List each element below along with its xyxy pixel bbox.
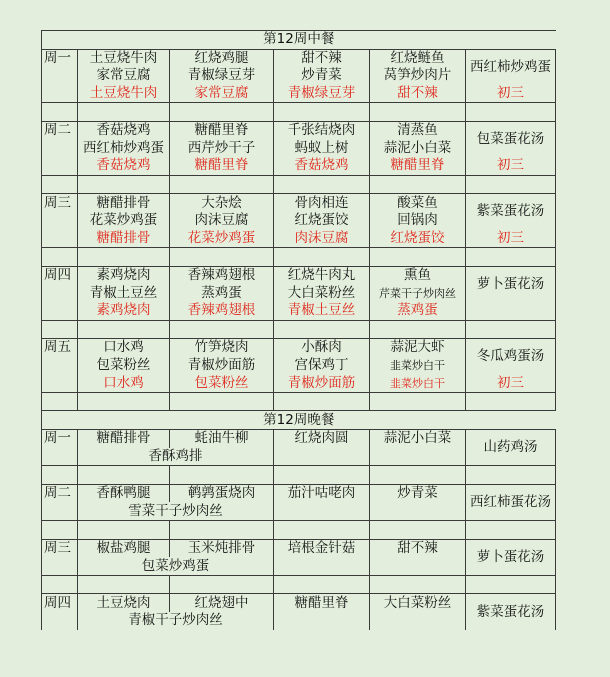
empty-cell xyxy=(170,466,274,485)
empty-cell xyxy=(370,392,466,411)
blank-row xyxy=(42,175,556,194)
empty-cell xyxy=(42,466,78,485)
dish-cell: 鹌鹑蛋烧肉 xyxy=(170,484,274,502)
dish-cell: 红烧鸡腿 xyxy=(170,49,274,67)
empty-cell xyxy=(370,557,466,575)
dish-cell: 青椒绿豆芽 xyxy=(170,67,274,85)
empty-cell xyxy=(274,557,370,575)
highlight-cell: 糖醋里脊 xyxy=(370,157,466,175)
day-row xyxy=(42,49,556,67)
empty-cell xyxy=(78,521,170,540)
empty-cell xyxy=(170,248,274,267)
blank-row xyxy=(42,248,556,267)
empty-cell xyxy=(370,612,466,630)
dish-cell: 大白菜粉丝 xyxy=(370,594,466,612)
dish-cell: 红烧牛肉丸 xyxy=(274,266,370,284)
empty-cell xyxy=(274,575,370,594)
dish-cell: 包菜粉丝 xyxy=(78,357,170,375)
soup-cell: 西红柿蛋花汤 xyxy=(466,484,556,520)
blank-row xyxy=(42,466,556,485)
empty-cell xyxy=(466,320,556,339)
soup-cell: 萝卜蛋花汤 xyxy=(466,539,556,575)
dish-cell: 莴笋炒肉片 xyxy=(370,67,466,85)
highlight-cell: 口水鸡 xyxy=(78,374,170,392)
dish-cell: 大白菜粉丝 xyxy=(274,284,370,302)
dish-cell: 骨肉相连 xyxy=(274,194,370,212)
dish-cell: 玉米炖排骨 xyxy=(170,539,274,557)
dish-cell: 素鸡烧肉 xyxy=(78,266,170,284)
dish-cell: 芹菜干子炒肉丝 xyxy=(370,284,466,302)
dish-cell: 包菜炒鸡蛋 xyxy=(78,557,274,575)
empty-cell xyxy=(170,103,274,122)
empty-cell xyxy=(42,521,78,540)
dish-cell: 红烧肉圆 xyxy=(274,430,370,448)
section-title-row xyxy=(42,31,556,50)
dish-cell: 甜不辣 xyxy=(274,49,370,67)
dish-cell: 回锅肉 xyxy=(370,212,466,230)
dish-cell: 茄汁咕咾肉 xyxy=(274,484,370,502)
empty-cell xyxy=(42,302,78,320)
empty-cell xyxy=(42,374,78,392)
empty-cell xyxy=(466,521,556,540)
day-label: 周一 xyxy=(42,430,78,448)
highlight-row xyxy=(42,302,556,320)
dish-cell: 糖醋里脊 xyxy=(170,121,274,139)
empty-cell xyxy=(170,175,274,194)
section-title: 第12周晚餐 xyxy=(42,411,556,430)
dish-cell: 清蒸鱼 xyxy=(370,121,466,139)
dish-cell: 香菇烧鸡 xyxy=(78,121,170,139)
dish-cell: 培根金针菇 xyxy=(274,539,370,557)
empty-cell xyxy=(274,392,370,411)
highlight-row xyxy=(42,157,556,175)
highlight-cell: 初三 xyxy=(466,230,556,248)
empty-cell xyxy=(42,157,78,175)
dish-cell: 花菜炒鸡蛋 xyxy=(78,212,170,230)
highlight-cell: 糖醋排骨 xyxy=(78,230,170,248)
empty-cell xyxy=(42,175,78,194)
day-label: 周四 xyxy=(42,266,78,284)
dish-cell: 酸菜鱼 xyxy=(370,194,466,212)
dish-cell: 糖醋里脊 xyxy=(274,594,370,612)
empty-cell xyxy=(370,466,466,485)
day-row xyxy=(42,430,556,448)
empty-cell xyxy=(42,103,78,122)
section-title-row xyxy=(42,411,556,430)
dish-cell: 香酥鸡排 xyxy=(78,448,274,466)
dish-cell: 韭菜炒白干 xyxy=(370,357,466,375)
empty-cell xyxy=(370,521,466,540)
empty-cell xyxy=(42,575,78,594)
dish-cell: 青椒干子炒肉丝 xyxy=(78,612,274,630)
highlight-row xyxy=(42,85,556,103)
highlight-cell: 花菜炒鸡蛋 xyxy=(170,230,274,248)
highlight-cell: 香菇烧鸡 xyxy=(274,157,370,175)
highlight-cell: 青椒绿豆芽 xyxy=(274,85,370,103)
empty-cell xyxy=(274,103,370,122)
empty-cell xyxy=(466,575,556,594)
dish-cell: 肉沫豆腐 xyxy=(170,212,274,230)
empty-cell xyxy=(370,448,466,466)
empty-cell xyxy=(370,103,466,122)
dish-cell: 青椒土豆丝 xyxy=(78,284,170,302)
empty-cell xyxy=(42,320,78,339)
section-title: 第12周中餐 xyxy=(42,31,556,50)
empty-cell xyxy=(466,466,556,485)
dish-cell: 椒盐鸡腿 xyxy=(78,539,170,557)
empty-cell xyxy=(466,103,556,122)
dish-cell: 青椒炒面筋 xyxy=(170,357,274,375)
dish-cell: 蒜泥小白菜 xyxy=(370,140,466,158)
blank-row xyxy=(42,320,556,339)
empty-cell xyxy=(42,284,78,302)
highlight-cell: 青椒炒面筋 xyxy=(274,374,370,392)
dish-cell: 西红柿炒鸡蛋 xyxy=(78,140,170,158)
dish-cell: 香辣鸡翅根 xyxy=(170,266,274,284)
highlight-cell: 蒸鸡蛋 xyxy=(370,302,466,320)
empty-cell xyxy=(78,320,170,339)
empty-cell xyxy=(42,212,78,230)
empty-cell xyxy=(42,357,78,375)
dish-cell: 土豆烧肉 xyxy=(78,594,170,612)
empty-cell xyxy=(78,392,170,411)
dish-cell: 熏鱼 xyxy=(370,266,466,284)
empty-cell xyxy=(78,248,170,267)
soup-cell: 冬瓜鸡蛋汤 xyxy=(466,339,556,375)
highlight-cell: 素鸡烧肉 xyxy=(78,302,170,320)
day-row xyxy=(42,194,556,212)
dish-cell: 糖醋排骨 xyxy=(78,430,170,448)
empty-cell xyxy=(274,320,370,339)
day-label: 周三 xyxy=(42,539,78,557)
empty-cell xyxy=(274,248,370,267)
empty-cell xyxy=(466,175,556,194)
dish-cell: 雪菜干子炒肉丝 xyxy=(78,502,274,520)
highlight-cell: 糖醋里脊 xyxy=(170,157,274,175)
highlight-cell: 初三 xyxy=(466,85,556,103)
empty-cell xyxy=(78,103,170,122)
dish-cell: 糖醋排骨 xyxy=(78,194,170,212)
empty-cell xyxy=(42,67,78,85)
dish-cell: 红烧鲢鱼 xyxy=(370,49,466,67)
empty-cell xyxy=(42,230,78,248)
soup-cell: 西红柿炒鸡蛋 xyxy=(466,49,556,85)
blank-row xyxy=(42,575,556,594)
dish-cell: 甜不辣 xyxy=(370,539,466,557)
dish-cell: 红烧翅中 xyxy=(170,594,274,612)
dish-cell: 西芹炒干子 xyxy=(170,140,274,158)
empty-cell xyxy=(170,521,274,540)
soup-cell: 紫菜蛋花汤 xyxy=(466,194,556,230)
dish-cell: 蚂蚁上树 xyxy=(274,140,370,158)
empty-cell xyxy=(466,392,556,411)
empty-cell xyxy=(42,448,78,466)
highlight-cell: 香菇烧鸡 xyxy=(78,157,170,175)
day-label: 周三 xyxy=(42,194,78,212)
empty-cell xyxy=(42,140,78,158)
dish-cell: 宫保鸡丁 xyxy=(274,357,370,375)
highlight-cell: 青椒土豆丝 xyxy=(274,302,370,320)
blank-row xyxy=(42,392,556,411)
empty-cell xyxy=(170,320,274,339)
dish-cell: 红烧蛋饺 xyxy=(274,212,370,230)
soup-cell: 萝卜蛋花汤 xyxy=(466,266,556,302)
empty-cell xyxy=(370,575,466,594)
dish-cell: 竹笋烧肉 xyxy=(170,339,274,357)
highlight-cell: 初三 xyxy=(466,157,556,175)
empty-cell xyxy=(370,248,466,267)
day-label: 周五 xyxy=(42,339,78,357)
empty-cell xyxy=(170,392,274,411)
dish-cell: 土豆烧牛肉 xyxy=(78,49,170,67)
empty-cell xyxy=(78,575,170,594)
soup-cell: 紫菜蛋花汤 xyxy=(466,594,556,630)
empty-cell xyxy=(466,248,556,267)
weekly-menu-table xyxy=(41,30,556,630)
highlight-cell: 甜不辣 xyxy=(370,85,466,103)
day-row xyxy=(42,539,556,557)
day-label: 周二 xyxy=(42,121,78,139)
highlight-cell: 初三 xyxy=(466,374,556,392)
dish-cell: 小酥肉 xyxy=(274,339,370,357)
dish-cell: 蒜泥大虾 xyxy=(370,339,466,357)
dish-cell: 口水鸡 xyxy=(78,339,170,357)
empty-cell xyxy=(42,557,78,575)
day-label: 周四 xyxy=(42,594,78,612)
dish-cell: 家常豆腐 xyxy=(78,67,170,85)
dish-cell: 千张结烧肉 xyxy=(274,121,370,139)
highlight-cell: 红烧蛋饺 xyxy=(370,230,466,248)
empty-cell xyxy=(370,502,466,520)
empty-cell xyxy=(170,575,274,594)
soup-cell: 包菜蛋花汤 xyxy=(466,121,556,157)
highlight-cell: 肉沫豆腐 xyxy=(274,230,370,248)
empty-cell xyxy=(274,448,370,466)
dish-cell: 蒸鸡蛋 xyxy=(170,284,274,302)
empty-cell xyxy=(42,392,78,411)
empty-cell xyxy=(42,85,78,103)
empty-cell xyxy=(78,466,170,485)
highlight-row xyxy=(42,230,556,248)
highlight-cell: 韭菜炒白干 xyxy=(370,374,466,392)
dish-cell: 炒青菜 xyxy=(370,484,466,502)
empty-cell xyxy=(274,466,370,485)
empty-cell xyxy=(370,175,466,194)
dish-cell: 蒜泥小白菜 xyxy=(370,430,466,448)
dish-cell: 大杂烩 xyxy=(170,194,274,212)
empty-cell xyxy=(274,612,370,630)
day-row xyxy=(42,266,556,284)
blank-row xyxy=(42,103,556,122)
empty-cell xyxy=(78,175,170,194)
highlight-cell: 家常豆腐 xyxy=(170,85,274,103)
empty-cell xyxy=(370,320,466,339)
day-row xyxy=(42,339,556,357)
dish-cell: 蚝油牛柳 xyxy=(170,430,274,448)
dish-cell: 香酥鸭腿 xyxy=(78,484,170,502)
day-row xyxy=(42,594,556,612)
empty-cell xyxy=(274,521,370,540)
highlight-cell: 土豆烧牛肉 xyxy=(78,85,170,103)
empty-cell xyxy=(42,612,78,630)
highlight-row xyxy=(42,374,556,392)
empty-cell xyxy=(274,502,370,520)
day-label: 周二 xyxy=(42,484,78,502)
highlight-cell: 香辣鸡翅根 xyxy=(170,302,274,320)
blank-row xyxy=(42,521,556,540)
dish-cell: 炒青菜 xyxy=(274,67,370,85)
day-label: 周一 xyxy=(42,49,78,67)
empty-cell xyxy=(42,248,78,267)
highlight-cell: 包菜粉丝 xyxy=(170,374,274,392)
day-row xyxy=(42,121,556,139)
empty-cell xyxy=(42,502,78,520)
highlight-cell xyxy=(466,302,556,320)
day-row xyxy=(42,484,556,502)
soup-cell: 山药鸡汤 xyxy=(466,430,556,466)
empty-cell xyxy=(274,175,370,194)
